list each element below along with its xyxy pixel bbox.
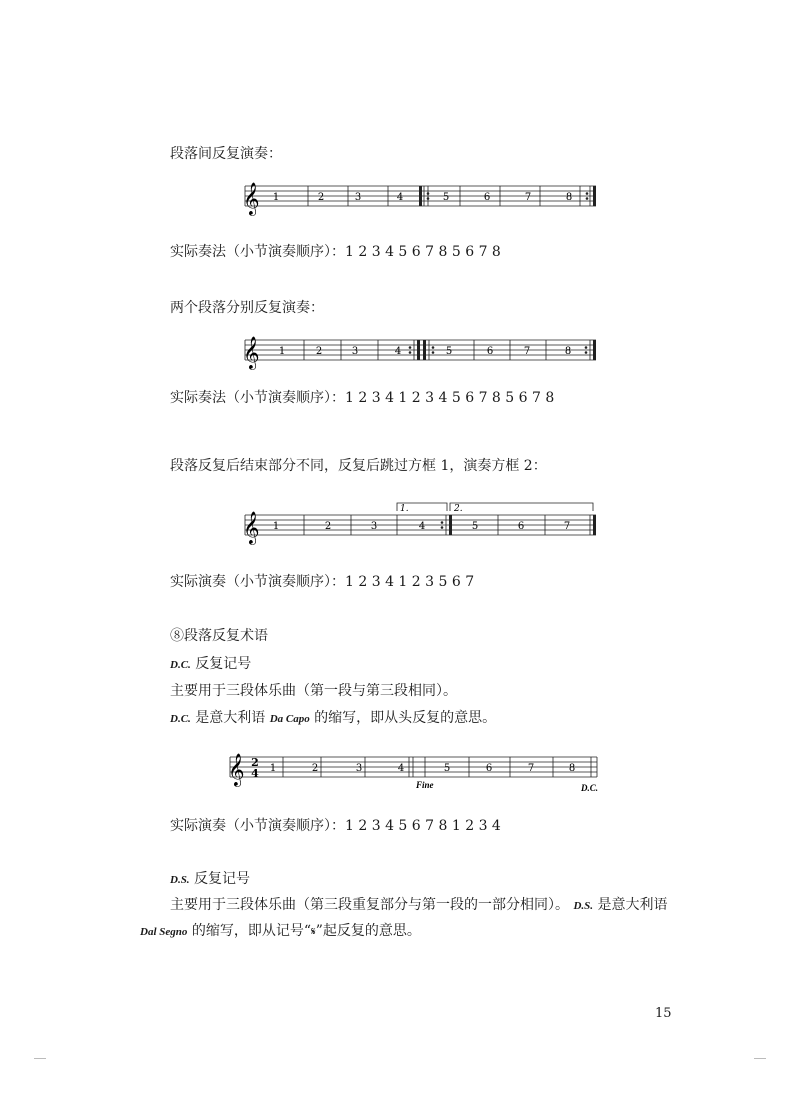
measure-number: 3 xyxy=(355,763,363,774)
volta-bracket-2 xyxy=(450,503,593,511)
time-signature-bottom: 4 xyxy=(251,767,259,780)
measure-number: 1 xyxy=(269,763,277,774)
measure-number: 7 xyxy=(523,346,531,357)
measure-number: 6 xyxy=(483,192,491,203)
treble-clef-icon: 𝄞 xyxy=(228,753,245,786)
dc-usage: 主要用于三段体乐曲（第一段与第三段相同）。 xyxy=(170,683,457,699)
measure-number: 7 xyxy=(527,763,535,774)
play-order-4: 实际演奏（小节演奏顺序）：1 2 3 4 5 6 7 8 1 2 3 4 xyxy=(170,818,501,834)
measure-number: 7 xyxy=(563,521,571,532)
measure-number: 2 xyxy=(311,763,319,774)
heading-section-repeat: 段落间反复演奏： xyxy=(170,146,282,162)
dc-description xyxy=(170,707,496,727)
measure-number: 7 xyxy=(524,192,532,203)
segno-icon: 𝄋 xyxy=(311,925,316,938)
crop-mark xyxy=(34,1058,46,1059)
measure-number: 3 xyxy=(370,521,378,532)
ds-symbol: D.S. xyxy=(170,874,190,886)
ds-term: Dal Segno xyxy=(140,926,188,938)
dc-term: Da Capo xyxy=(269,713,310,725)
measure-number: 5 xyxy=(471,521,479,532)
treble-clef-icon: 𝄞 xyxy=(243,511,260,544)
dc-marking: D.C. xyxy=(581,783,599,793)
play-order-1: 实际奏法（小节演奏顺序）：1 2 3 4 5 6 7 8 5 6 7 8 xyxy=(170,244,501,260)
ds-desc-end: ”起反复的意思。 xyxy=(315,923,421,939)
measure-number: 6 xyxy=(486,346,494,357)
measure-number: 2 xyxy=(315,346,323,357)
measure-number: 6 xyxy=(517,521,525,532)
volta-2-label: 2. xyxy=(454,504,463,514)
dc-desc-pre: 是意大利语 xyxy=(195,710,266,726)
play-order-3: 实际演奏（小节演奏顺序）：1 2 3 4 1 2 3 5 6 7 xyxy=(170,574,475,590)
measure-number: 2 xyxy=(317,192,325,203)
measure-number: 8 xyxy=(568,763,576,774)
measure-number: 5 xyxy=(442,192,450,203)
play-order-2: 实际奏法（小节演奏顺序）：1 2 3 4 1 2 3 4 5 6 7 8 5 6 7 8 xyxy=(170,390,555,406)
measure-number: 1 xyxy=(272,192,280,203)
crop-mark xyxy=(754,1058,766,1059)
dc-heading xyxy=(170,653,251,673)
ds-description xyxy=(140,920,421,940)
dc-symbol: D.C. xyxy=(170,659,191,671)
ds-heading xyxy=(170,868,250,888)
measure-number: 3 xyxy=(354,192,362,203)
measure-number: 4 xyxy=(397,763,405,774)
staff-4 xyxy=(225,747,615,797)
measure-number: 4 xyxy=(396,192,404,203)
ds-desc-post: 的缩写，即从记号“ xyxy=(191,923,311,939)
measure-number: 5 xyxy=(445,346,453,357)
dc-title: 反复记号 xyxy=(195,656,252,672)
ds-usage-text: 主要用于三段体乐曲（第三段重复部分与第一段的一部分相同）。 xyxy=(170,897,569,913)
measure-number: 1 xyxy=(272,521,280,532)
dc-symbol: D.C. xyxy=(170,713,191,725)
measure-number: 4 xyxy=(418,521,426,532)
treble-clef-icon: 𝄞 xyxy=(243,182,260,215)
heading-two-sections: 两个段落分别反复演奏： xyxy=(170,300,324,316)
measure-number: 3 xyxy=(351,346,359,357)
section-title: ⑧段落反复术语 xyxy=(170,628,268,644)
ds-title: 反复记号 xyxy=(194,871,251,887)
measure-number: 1 xyxy=(278,346,286,357)
ds-desc-pre: 是意大利语 xyxy=(597,897,668,913)
ds-symbol: D.S. xyxy=(573,900,594,912)
staff-1 xyxy=(240,176,600,220)
staff-3 xyxy=(240,497,600,547)
staff-2 xyxy=(240,330,600,374)
heading-volta: 段落反复后结束部分不同，反复后跳过方框 1，演奏方框 2： xyxy=(170,458,547,474)
measure-number: 4 xyxy=(394,346,402,357)
measure-number: 8 xyxy=(565,192,573,203)
dc-desc-post: 的缩写，即从头反复的意思。 xyxy=(314,710,497,726)
fine-marking: Fine xyxy=(416,780,434,790)
time-signature-top: 2 xyxy=(251,756,259,769)
volta-1-label: 1. xyxy=(400,504,409,514)
measure-number: 5 xyxy=(443,763,451,774)
treble-clef-icon: 𝄞 xyxy=(243,336,260,369)
measure-number: 2 xyxy=(324,521,332,532)
ds-usage xyxy=(170,894,667,914)
page-number: 15 xyxy=(655,1006,672,1021)
measure-number: 8 xyxy=(564,346,572,357)
measure-number: 6 xyxy=(485,763,493,774)
